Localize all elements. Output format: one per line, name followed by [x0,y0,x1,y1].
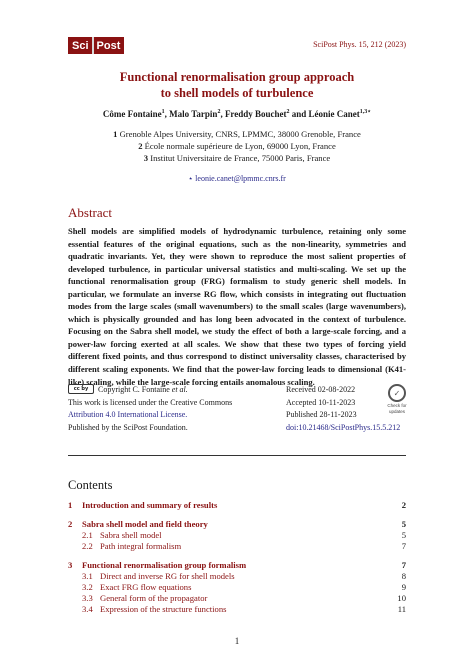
paper-title [0,69,474,101]
affiliation-text: Institut Universitaire de France, 75000 Paris, France [150,153,331,163]
author-name: Côme Fontaine [102,109,162,119]
check-for-updates-badge[interactable] [385,384,409,414]
toc-number: 3.1 [82,571,93,581]
license-block [68,384,232,434]
toc-title: General form of the propagator [100,593,208,603]
publisher-line: Published by the SciPost Foundation. [68,422,188,432]
affiliation-number: 3 [143,153,149,163]
title-line-1: Functional renormalisation group approach [119,70,355,84]
logo-left: Sci [68,37,92,54]
toc-section-entry[interactable] [68,500,406,511]
toc-gap [68,511,406,519]
author-list: Côme Fontaine$^1$, Malo Tarpin$^2$, Freddy Bouchet$^2$ and Léonie Canet$^{1,3⋆}$ [102,109,372,119]
toc-number: 2.1 [82,530,93,540]
toc-subsection-entry[interactable] [68,571,406,582]
toc-subsection-entry[interactable] [68,530,406,541]
toc-section-entry[interactable] [68,519,406,530]
affiliation-2 [0,140,474,152]
toc-page: 2 [401,500,406,510]
toc-page: 10 [397,593,406,603]
toc-page: 7 [401,541,406,551]
author-affil-sup: 1,3⋆ [359,109,372,115]
license-link[interactable]: Attribution 4.0 International License. [68,410,188,419]
logo-right: Post [94,37,125,54]
abstract-body: Shell models are simplified models of hydrodynamic turbulence, retaining only some essential features of the original equations, such as the non-linearity, symmetries and quadratic invariants. Yet, they were shown to reproduce the most salient properties of developed turbulence, in particular universal statistics and multi-scaling. We set up the functional renormalisation group (FRG) formalism to study generic shell models. In particular, we formulate an inverse RG flow, which consists in integrating out fluctuation modes from the large scales (small wavenumbers) to the small scales (large wavenumbers), which is physically grounded and has long been advocated in the context of turbulence. Focusing on the Sabra shell model, we study the effect of both a large-scale forcing, and a power-law forcing exerted at all scales. We show that these two types of forcing yield different fixed points, and thus correspond to distinct universality classes, characterised by different scaling exponents. We find that the power-law forcing leads to dimensional (K41-like) scaling, while the large-scale forcing entails anomalous scaling. [68,226,406,387]
toc-number: 1 [68,500,73,510]
toc-number: 2 [68,519,73,529]
section-divider [68,455,406,456]
abstract-heading: Abstract [68,205,113,220]
check-for-updates-icon: ✓ [388,384,406,402]
author-affil-sup: 1 [161,109,165,115]
toc-page: 8 [401,571,406,581]
author-name: Freddy Bouchet [224,109,287,119]
doi-link[interactable]: doi:10.21468/SciPostPhys.15.5.212 [286,422,401,432]
corresponding-email[interactable]: ⋆ leonie.canet@lpmmc.cnrs.fr [188,174,286,183]
toc-subsection-entry[interactable] [68,593,406,604]
toc-page: 5 [401,519,406,529]
toc-subsection-entry[interactable] [68,582,406,593]
toc-title: Introduction and summary of results [82,500,218,510]
table-of-contents [68,500,406,615]
toc-subsection-entry[interactable] [68,541,406,552]
dates-block [286,384,400,434]
affiliation-3 [0,152,474,164]
affiliation-text: Grenoble Alpes University, CNRS, LPMMC, 38000 Grenoble, France [119,129,361,139]
copyright-etal: et al. [171,385,188,394]
toc-gap [68,552,406,560]
author-affil-sup: 2 [217,109,221,115]
toc-section-entry[interactable] [68,560,406,571]
journal-reference[interactable]: SciPost Phys. 15, 212 (2023) [313,40,406,49]
toc-number: 3.4 [82,604,93,614]
affiliation-number: 1 [113,129,118,139]
received-date: Received 02-08-2022 [286,385,356,394]
toc-page: 7 [401,560,406,570]
toc-title: Functional renormalisation group formalism [82,560,247,570]
toc-number: 2.2 [82,541,93,551]
affiliation-number: 2 [138,141,143,151]
toc-title: Path integral formalism [100,541,182,551]
badge-line-1: Check for [387,403,407,408]
toc-number: 3.3 [82,593,93,603]
affiliation-text: École normale supérieure de Lyon, 69000 Lyon, France [144,141,336,151]
toc-title: Expression of the structure functions [100,604,227,614]
toc-page: 11 [397,604,406,614]
published-date: Published 28-11-2023 [286,410,357,419]
author-name: Malo Tarpin [169,109,218,119]
toc-page: 9 [401,582,406,592]
license-line: This work is licensed under the Creative Commons [68,397,233,407]
toc-title: Sabra shell model and field theory [82,519,208,529]
toc-number: 3 [68,560,73,570]
author-name: Léonie Canet [308,109,360,119]
cc-by-icon[interactable]: cc by [68,384,94,394]
author-affil-sup: 2 [286,109,290,115]
toc-number: 3.2 [82,582,93,592]
badge-line-2: updates [388,409,405,414]
scipost-logo [68,37,124,54]
toc-subsection-entry[interactable] [68,604,406,615]
toc-title: Direct and inverse RG for shell models [100,571,235,581]
accepted-date: Accepted 10-11-2023 [286,397,356,407]
toc-title: Sabra shell model [100,530,162,540]
contents-heading: Contents [68,478,113,492]
copyright-text: Copyright C. Fontaine [98,385,172,394]
title-line-2: to shell models of turbulence [160,86,314,100]
affiliation-1 [0,128,474,140]
page-number: 1 [234,636,240,646]
toc-page: 5 [401,530,406,540]
toc-title: Exact FRG flow equations [100,582,192,592]
